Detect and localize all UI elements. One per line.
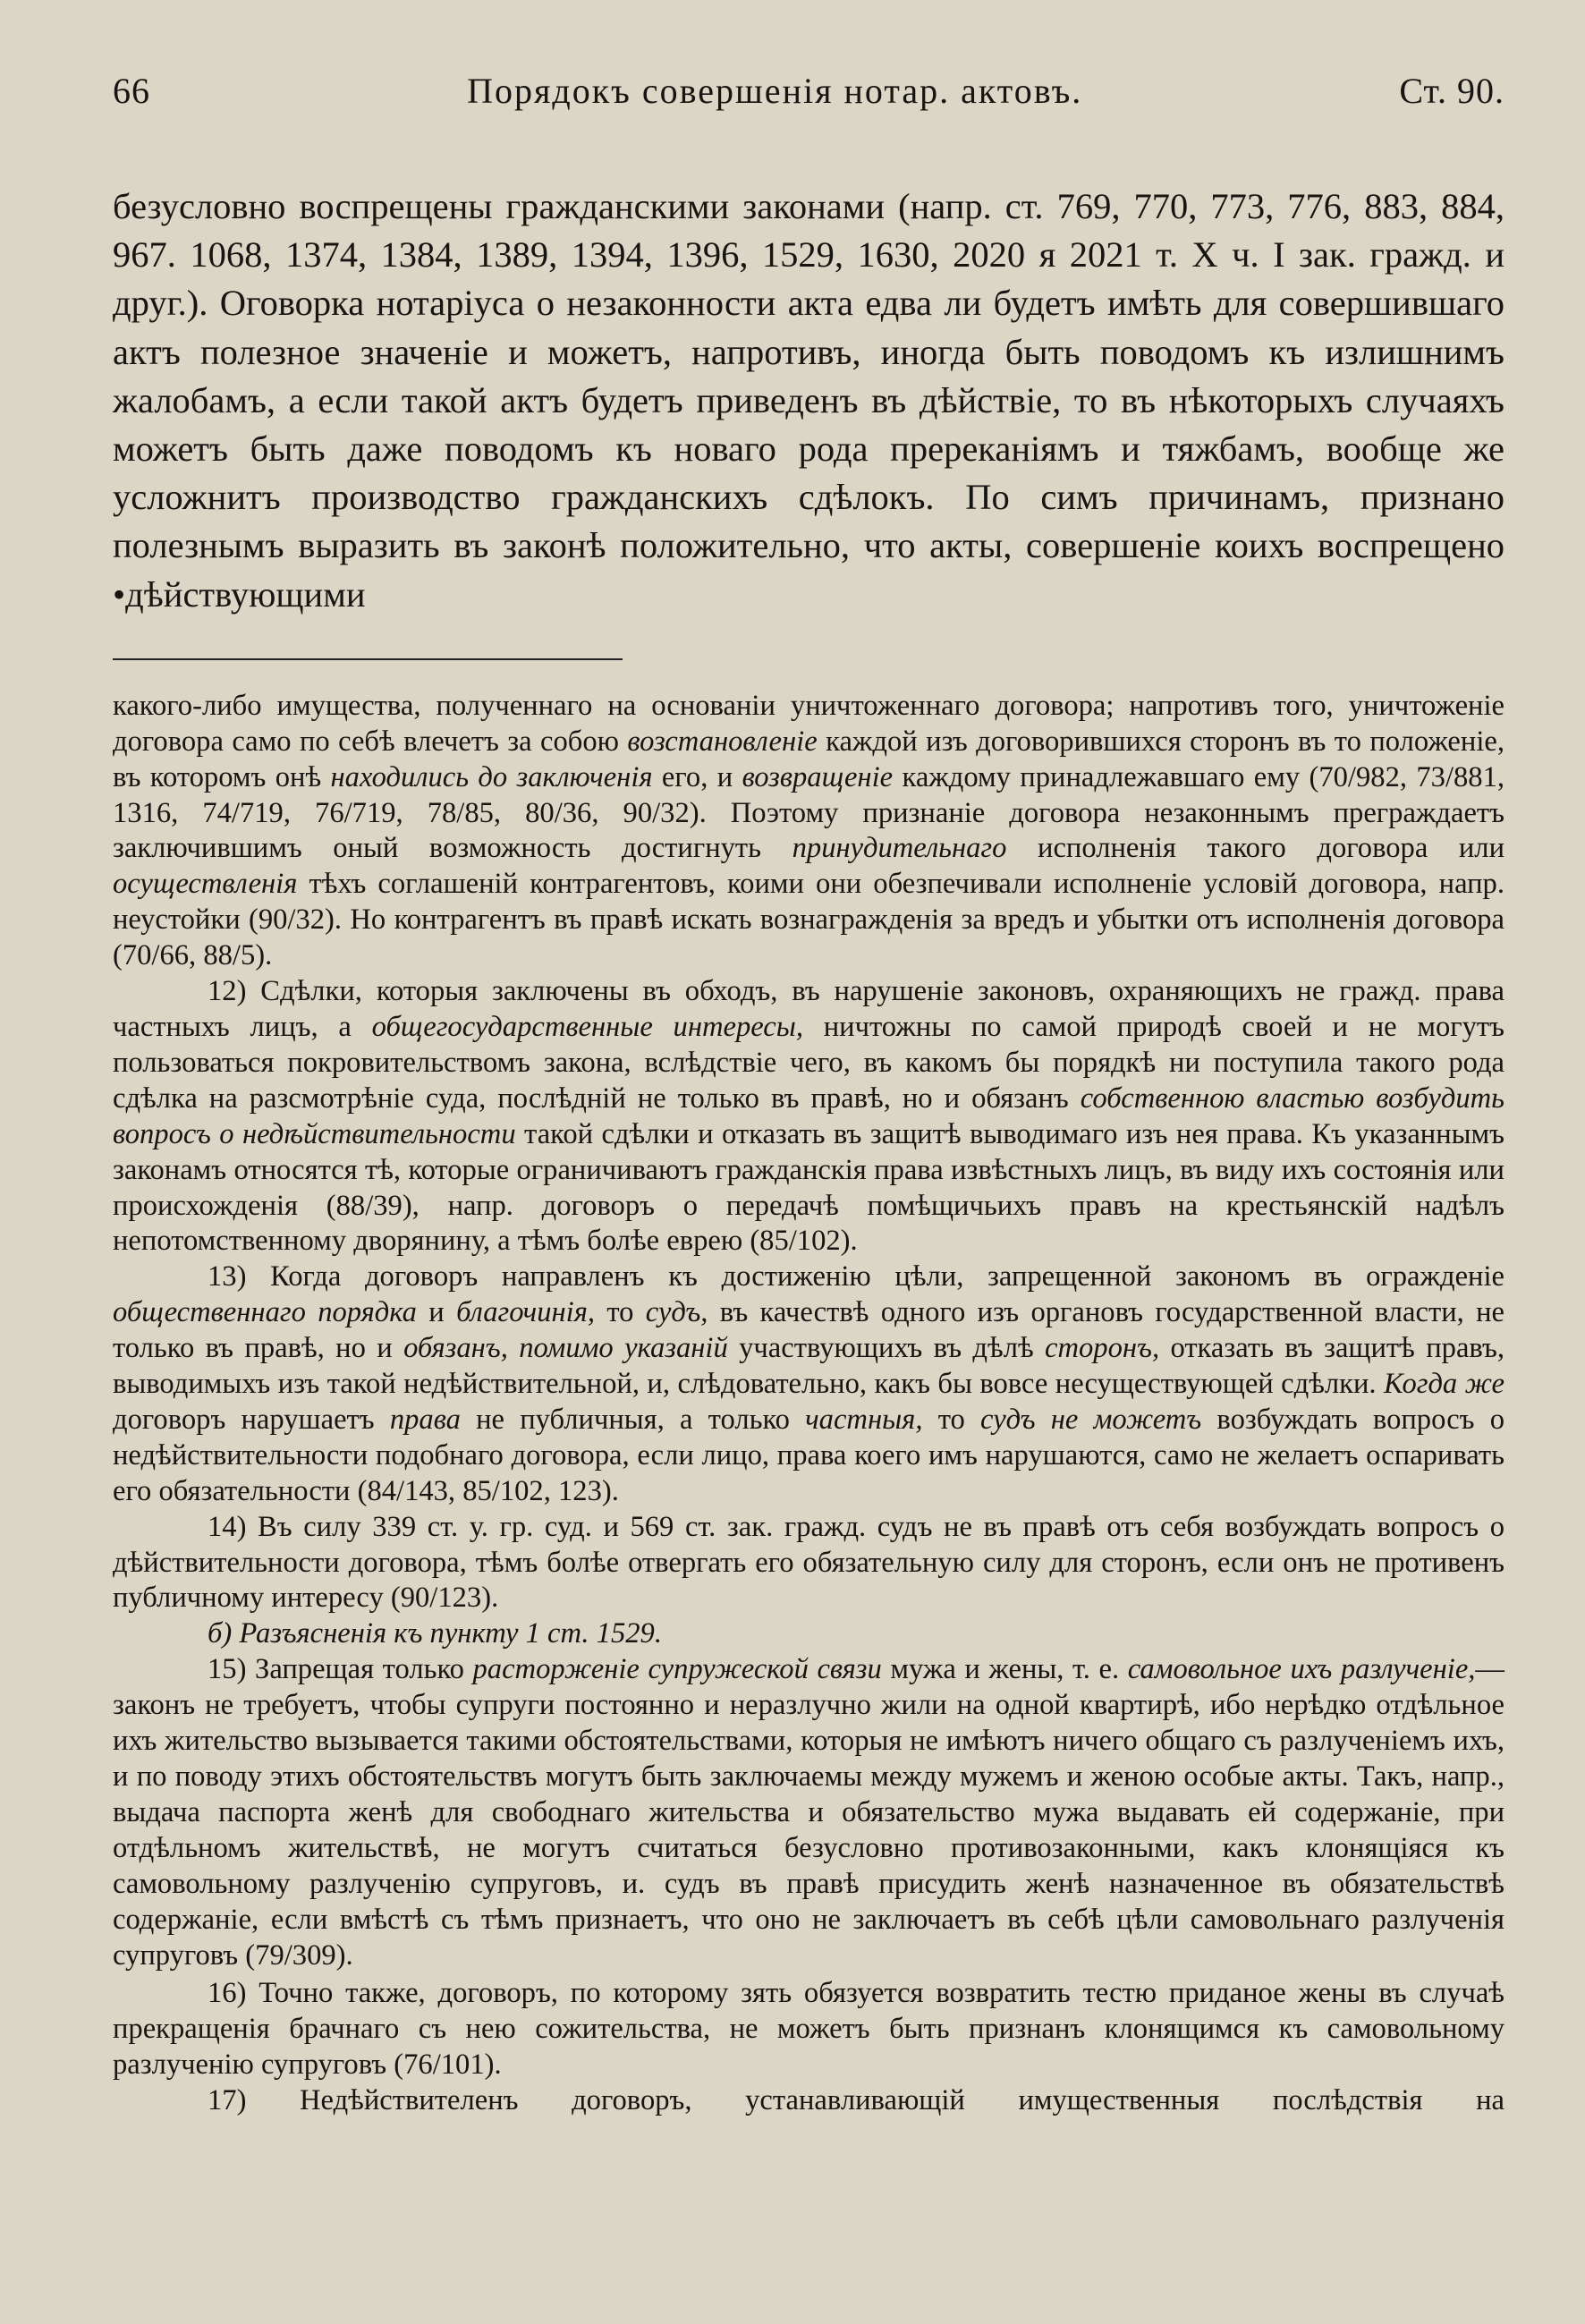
emphasis: обязанъ, помимо указаній [403, 1332, 728, 1365]
emphasis: общегосударственные интересы, [371, 1010, 803, 1043]
note-13: 13) Когда договоръ направленъ къ достиженію цѣли, запрещенной закономъ въ огражденіе общественнаго порядка и благочинія, то судъ, въ качествѣ одного изъ органовъ государственной власти, не только въ правѣ, но и обязанъ, помимо указаній участвующихъ въ дѣлѣ сторонъ, отказать въ защитѣ правъ, выводимыхъ изъ такой недѣйствительной, и, слѣдовательно, какъ бы вовсе несуществующей сдѣлки. Когда же договоръ нарушаетъ права не публичныя, а только частныя, то судъ не можетъ возбуждать вопросъ о недѣйствительности подобнаго договора, если лицо, права коего имъ нарушаются, само не желаетъ оспаривать его обязательности (84/143, 85/102, 123). [113, 1260, 1505, 1507]
section-heading-b: б) Разъясненія къ пункту 1 ст. 1529. [208, 1617, 662, 1650]
emphasis: общественнаго порядка [113, 1296, 417, 1329]
main-paragraph: безусловно воспрещены гражданскими законами (напр. ст. 769, 770, 773, 776, 883, 884, 967. 1068, 1374, 1384, 1389, 1394, 1396, 1529, 1630, 2020 я 2021 т. X ч. I зак. гражд. и друг.). Оговорка нотаріуса о незаконности акта едва ли будетъ имѣть для совершившаго актъ полезное значеніе и можетъ, напротивъ, иногда быть поводомъ къ излишнимъ жалобамъ, а если такой актъ будетъ приведенъ въ дѣйствіе, то въ нѣкоторыхъ случаяхъ можетъ быть даже поводомъ къ новаго рода пререканіямъ и тяжбамъ, вообще же усложнитъ производство гражданскихъ сдѣлокъ. По симъ причинамъ, признано полезнымъ выразить въ законѣ положительно, что акты, совершеніе коихъ воспрещено •дѣйствующими [113, 186, 1504, 615]
emphasis: благочинія, [456, 1296, 596, 1329]
emphasis: осуществленія [113, 868, 298, 901]
emphasis: самовольное ихъ разлученіе, [1127, 1653, 1476, 1686]
running-title: Порядокъ совершенія нотар. актовъ. [467, 71, 1083, 111]
note-15: 15) Запрещая только расторженіе супружеской связи мужа и жены, т. е. самовольное ихъ разлученіе,—законъ не требуетъ, чтобы супруги постоянно и неразлучно жили на одной квартирѣ, ибо нерѣдко отдѣльное ихъ жительство вызывается такими обстоятельствами, которыя не имѣютъ ничего общаго съ разлученіемъ ихъ, и по поводу этихъ обстоятельствъ могутъ быть заключаемы между мужемъ и женою особые акты. Такъ, напр., выдача паспорта женѣ для свободнаго жительства и обязательство мужа выдавать ей содержаніе, при отдѣльномъ жительствѣ, не могутъ считаться безусловно противозаконными, какъ клонящіяся къ самовольному разлученію супруговъ, и. судъ въ правѣ присудить женѣ назначенное въ обязательствѣ содержаніе, если вмѣстѣ съ тѣмъ признаетъ, что оно не заключаетъ въ себѣ цѣли самовольнаго разлученія супруговъ (79/309). [113, 1653, 1504, 1972]
emphasis: сторонъ, [1045, 1332, 1160, 1365]
emphasis: принудительнаго [792, 832, 1007, 865]
emphasis: частныя, [805, 1403, 923, 1436]
article-number: Ст. 90. [1399, 71, 1504, 111]
emphasis: возвращеніе [742, 760, 894, 793]
main-text [113, 182, 1504, 619]
footnote-divider [113, 658, 623, 660]
page-number: 66 [113, 71, 150, 111]
note-17: 17) Недѣйствителенъ договоръ, устанавливающій имущественныя послѣдствія на [208, 2084, 1504, 2117]
note-paragraph-continued: какого-либо имущества, полученнаго на основаніи уничтоженнаго договора; напротивъ того, уничтоженіе договора само по себѣ влечетъ за собою возстановленіе каждой изъ договорившихся сторонъ въ то положеніе, въ которомъ онѣ находились до заключенія его, и возвращеніе каждому принадлежавшаго ему (70/982, 73/881, 1316, 74/719, 76/719, 78/85, 80/36, 90/32). Поэтому признаніе договора незаконнымъ преграждаетъ заключившимъ оный возможность достигнуть принудительнаго исполненія такого договора или осуществленія тѣхъ соглашеній контрагентовъ, коими они обезпечивали исполненіе условій договора, напр. неустойки (90/32). Но контрагентъ въ правѣ искать вознагражденія за вредъ и убытки отъ исполненія договора (70/66, 88/5). [113, 689, 1505, 972]
emphasis: судъ не можетъ [980, 1403, 1202, 1436]
note-12: 12) Сдѣлки, которыя заключены въ обходъ, въ нарушеніе законовъ, охраняющихъ не гражд. права частныхъ лицъ, а общегосударственные интересы, ничтожны по самой природѣ своей и не могутъ пользоваться покровительствомъ закона, вслѣдствіе чего, въ какомъ бы порядкѣ ни поступила такого рода сдѣлка на разсмотрѣніе суда, послѣдній не только въ правѣ, но и обязанъ собственною властью возбудить вопросъ о недѣйствительности такой сдѣлки и отказать въ защитѣ выводимаго изъ нея права. Къ указаннымъ законамъ относятся тѣ, которые ограничиваютъ гражданскія права извѣстныхъ лицъ, въ виду ихъ состоянія или происхожденія (88/39), напр. договоръ о передачѣ помѣщичьихъ правъ на крестьянскій надѣлъ непотомственному дворянину, а тѣмъ болѣе еврею (85/102). [113, 975, 1505, 1258]
emphasis: судъ, [645, 1296, 708, 1329]
emphasis: находились до заключенія [330, 760, 653, 793]
emphasis: Когда же [1384, 1368, 1505, 1401]
footnotes [113, 689, 1504, 2119]
emphasis: расторженіе супружеской связи [472, 1653, 882, 1686]
note-16: 16) Точно также, договоръ, по которому зять обязуется возвратить тестю приданое жены въ случаѣ прекращенія брачнаго съ нею сожительства, не можетъ быть признанъ клонящимся къ самовольному разлученію супруговъ (76/101). [113, 1977, 1504, 2082]
note-14: 14) Въ силу 339 ст. у. гр. суд. и 569 ст. зак. гражд. судъ не въ правѣ отъ себя возбуждать вопросъ о дѣйствительности договора, тѣмъ болѣе отвергать его обязательную силу для сторонъ, если онъ не противенъ публичному интересу (90/123). [113, 1510, 1504, 1615]
emphasis: права [389, 1403, 461, 1436]
running-head [113, 70, 1504, 123]
emphasis: собственною властью возбудить вопросъ о недѣйствительности [113, 1081, 1504, 1150]
emphasis: возстановленіе [627, 725, 818, 758]
